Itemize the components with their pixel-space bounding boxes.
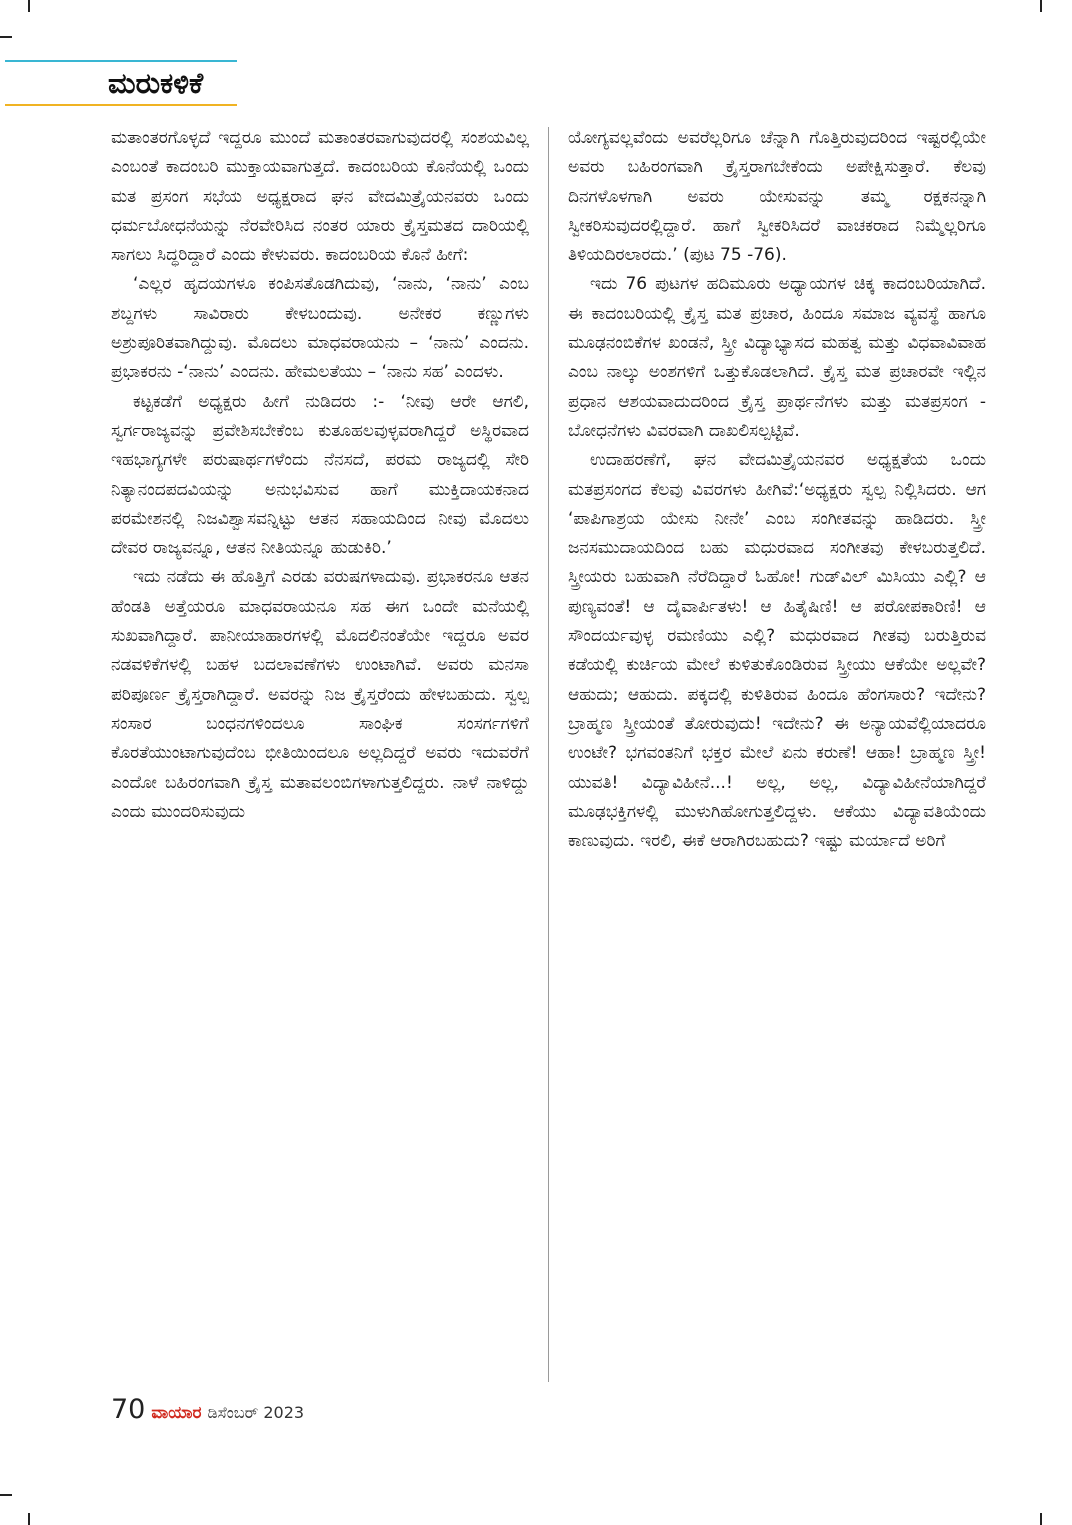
crop-mark	[1040, 1513, 1042, 1525]
crop-mark	[28, 0, 30, 12]
right-column	[568, 124, 986, 856]
paragraph: ಯೋಗ್ಯವಲ್ಲವೆಂದು ಅವರೆಲ್ಲರಿಗೂ ಚೆನ್ನಾಗಿ ಗೊತ್ತಿರುವುದರಿಂದ ಇಷ್ಟರಲ್ಲಿಯೇ ಅವರು ಬಹಿರಂಗವಾಗಿ ಕ್ರೈಸ್ತರಾಗಬೇಕೆಂದು ಅಪೇಕ್ಷಿಸುತ್ತಾರೆ. ಕೆಲವು ದಿನಗಳೊಳಗಾಗಿ ಅವರು ಯೇಸುವನ್ನು ತಮ್ಮ ರಕ್ಷಕನನ್ನಾಗಿ ಸ್ವೀಕರಿಸುವುದರಲ್ಲಿದ್ದಾರೆ. ಹಾಗೆ ಸ್ವೀಕರಿಸಿದರೆ ವಾಚಕರಾದ ನಿಮ್ಮೆಲ್ಲರಿಗೂ ತಿಳಿಯದಿರಲಾರದು.’ (ಪುಟ 75 -76).	[568, 128, 986, 266]
crop-mark	[0, 1494, 12, 1496]
header-rule-bottom	[5, 104, 237, 106]
paragraph: ಉದಾಹರಣೆಗೆ, ಘನ ವೇದಮಿತ್ರೈಯನವರ ಅಧ್ಯಕ್ಷತೆಯ ಒಂದು ಮತಪ್ರಸಂಗದ ಕೆಲವು ವಿವರಗಳು ಹೀಗಿವೆ:‘ಅಧ್ಯಕ್ಷರು ಸ್ವಲ್ಪ ನಿಲ್ಲಿಸಿದರು. ಆಗ ‘ಪಾಪಿಗಾಶ್ರಯ ಯೇಸು ನೀನೇ’ ಎಂಬ ಸಂಗೀತವನ್ನು ಹಾಡಿದರು. ಸ್ತ್ರೀ ಜನಸಮುದಾಯದಿಂದ ಬಹು ಮಧುರವಾದ ಸಂಗೀತವು ಕೇಳಬರುತ್ತಲಿದೆ. ಸ್ತ್ರೀಯರು ಬಹುವಾಗಿ ನೆರೆದಿದ್ದಾರೆ ಓಹೋ! ಗುಡ್‌ವಿಲ್ ಮಿಸಿಯು ಎಲ್ಲಿ? ಆ ಪುಣ್ಯವಂತೆ! ಆ ದೈವಾರ್ಪಿತಳು! ಆ ಹಿತೈಷಿಣಿ! ಆ ಪರೋಪಕಾರಿಣಿ! ಆ ಸೌಂದರ್ಯವುಳ್ಳ ರಮಣಿಯು ಎಲ್ಲಿ? ಮಧುರವಾದ ಗೀತವು ಬರುತ್ತಿರುವ ಕಡೆಯಲ್ಲಿ ಕುರ್ಚಿಯ ಮೇಲೆ ಕುಳಿತುಕೊಂಡಿರುವ ಸ್ತ್ರೀಯು ಆಕೆಯೇ ಅಲ್ಲವೇ? ಆಹುದು; ಆಹುದು. ಪಕ್ಕದಲ್ಲಿ ಕುಳಿತಿರುವ ಹಿಂದೂ ಹೆಂಗಸಾರು? ಇದೇನು? ಬ್ರಾಹ್ಮಣ ಸ್ತ್ರೀಯಂತೆ ತೋರುವುದು! ಇದೇನು? ಈ ಅನ್ಯಾಯವೆಲ್ಲಿಯಾದರೂ ಉಂಟೇ? ಭಗವಂತನಿಗೆ ಭಕ್ತರ ಮೇಲೆ ಏನು ಕರುಣೆ! ಆಹಾ! ಬ್ರಾಹ್ಮಣ ಸ್ತ್ರೀ! ಯುವತಿ! ವಿದ್ಯಾವಿಹೀನೆ...! ಅಲ್ಲ, ಅಲ್ಲ, ವಿದ್ಯಾವಿಹೀನೆಯಾಗಿದ್ದರೆ ಮೂಢಭಕ್ತಿಗಳಲ್ಲಿ ಮುಳುಗಿಹೋಗುತ್ತಲಿದ್ದಳು. ಆಕೆಯು ವಿದ್ಯಾವತಿಯೆಂದು ಕಾಣುವುದು. ಇರಲಿ, ಈಕೆ ಆರಾಗಿರಬಹುದು? ಇಷ್ಟು ಮರ್ಯಾದೆ ಅರಿಗೆ	[568, 450, 986, 852]
magazine-logo: ವಾಯಾರ	[151, 1403, 202, 1423]
issue-date: ಡಿಸೆಂಬರ್ 2023	[207, 1403, 305, 1422]
crop-mark	[1040, 0, 1042, 12]
paragraph: ‘ಎಲ್ಲರ ಹೃದಯಗಳೂ ಕಂಪಿಸತೊಡಗಿದುವು, ‘ನಾನು, ‘ನಾನು’ ಎಂಬ ಶಬ್ದಗಳು ಸಾವಿರಾರು ಕೇಳಬಂದುವು. ಅನೇಕರ ಕಣ್ಣುಗಳು ಅಶ್ರುಪೂರಿತವಾಗಿದ್ದುವು. ಮೊದಲು ಮಾಧವರಾಯನು – ‘ನಾನು’ ಎಂದನು. ಪ್ರಭಾಕರನು -‘ನಾನು’ ಎಂದನು. ಹೇಮಲತೆಯು – ‘ನಾನು ಸಹ’ ಎಂದಳು.	[111, 274, 529, 383]
section-title: ಮರುಕಳಿಕೆ	[108, 66, 204, 100]
crop-mark	[0, 36, 12, 38]
page-footer	[111, 1394, 304, 1430]
page-number: 70	[111, 1394, 146, 1425]
paragraph: ಇದು ನಡೆದು ಈ ಹೊತ್ತಿಗೆ ಎರಡು ವರುಷಗಳಾದುವು. ಪ್ರಭಾಕರನೂ ಆತನ ಹೆಂಡತಿ ಅತ್ತೆಯರೂ ಮಾಧವರಾಯನೂ ಸಹ ಈಗ ಒಂದೇ ಮನೆಯಲ್ಲಿ ಸುಖವಾಗಿದ್ದಾರೆ. ಪಾನೀಯಾಹಾರಗಳಲ್ಲಿ ಮೊದಲಿನಂತೆಯೇ ಇದ್ದರೂ ಅವರ ನಡವಳಿಕೆಗಳಲ್ಲಿ ಬಹಳ ಬದಲಾವಣೆಗಳು ಉಂಟಾಗಿವೆ. ಅವರು ಮನಸಾ ಪರಿಪೂರ್ಣ ಕ್ರೈಸ್ತರಾಗಿದ್ದಾರೆ. ಅವರನ್ನು ನಿಜ ಕ್ರೈಸ್ತರೆಂದು ಹೇಳಬಹುದು. ಸ್ವಲ್ಪ ಸಂಸಾರ ಬಂಧನಗಳಿಂದಲೂ ಸಾಂಘಿಕ ಸಂಸರ್ಗಗಳಿಗೆ ಕೊರತೆಯುಂಟಾಗುವುದೆಂಬ ಭೀತಿಯಿಂದಲೂ ಅಲ್ಲದಿದ್ದರೆ ಅವರು ಇದುವರೆಗೆ ಎಂದೋ ಬಹಿರಂಗವಾಗಿ ಕ್ರೈಸ್ತ ಮತಾವಲಂಬಿಗಳಾಗುತ್ತಲಿದ್ದರು. ನಾಳೆ ನಾಳಿದ್ದು ಎಂದು ಮುಂದರಿಸುವುದು	[111, 567, 529, 822]
paragraph: ಇದು 76 ಪುಟಗಳ ಹದಿಮೂರು ಅಧ್ಯಾಯಗಳ ಚಿಕ್ಕ ಕಾದಂಬರಿಯಾಗಿದೆ. ಈ ಕಾದಂಬರಿಯಲ್ಲಿ ಕ್ರೈಸ್ತ ಮತ ಪ್ರಚಾರ, ಹಿಂದೂ ಸಮಾಜ ವ್ಯವಸ್ಥೆ ಹಾಗೂ ಮೂಢನಂಬಿಕೆಗಳ ಖಂಡನೆ, ಸ್ತ್ರೀ ವಿದ್ಯಾಭ್ಯಾಸದ ಮಹತ್ವ ಮತ್ತು ವಿಧವಾವಿವಾಹ ಎಂಬ ನಾಲ್ಕು ಅಂಶಗಳಿಗೆ ಒತ್ತುಕೊಡಲಾಗಿದೆ. ಕ್ರೈಸ್ತ ಮತ ಪ್ರಚಾರವೇ ಇಲ್ಲಿನ ಪ್ರಧಾನ ಆಶಯವಾದುದರಿಂದ ಕ್ರೈಸ್ತ ಪ್ರಾರ್ಥನೆಗಳು ಮತ್ತು ಮತಪ್ರಸಂಗ - ಬೋಧನೆಗಳು ವಿವರವಾಗಿ ದಾಖಲಿಸಲ್ಪಟ್ಟಿವೆ.	[568, 274, 986, 441]
column-divider	[548, 127, 549, 1382]
paragraph: ಕಟ್ಟಕಡೆಗೆ ಅಧ್ಯಕ್ಷರು ಹೀಗೆ ನುಡಿದರು :- ‘ನೀವು ಆರೇ ಆಗಲಿ, ಸ್ವರ್ಗರಾಜ್ಯವನ್ನು ಪ್ರವೇಶಿಸಬೇಕೆಂಬ ಕುತೂಹಲವುಳ್ಳವರಾಗಿದ್ದರೆ ಅಸ್ಥಿರವಾದ ಇಹಭಾಗ್ಯಗಳೇ ಪರುಷಾರ್ಥಗಳೆಂದು ನೆನಸದೆ, ಪರಮ ರಾಜ್ಯದಲ್ಲಿ ಸೇರಿ ನಿತ್ಯಾನಂದಪದವಿಯನ್ನು ಅನುಭವಿಸುವ ಹಾಗೆ ಮುಕ್ತಿದಾಯಕನಾದ ಪರಮೇಶನಲ್ಲಿ ನಿಜವಿಶ್ವಾಸವನ್ನಿಟ್ಟು ಆತನ ಸಹಾಯದಿಂದ ನೀವು ಮೊದಲು ದೇವರ ರಾಜ್ಯವನ್ನೂ, ಆತನ ನೀತಿಯನ್ನೂ ಹುಡುಕಿರಿ.’	[111, 391, 529, 559]
header-rule-top	[5, 60, 237, 62]
left-column	[111, 124, 529, 827]
paragraph: ಮತಾಂತರಗೊಳ್ಳದೆ ಇದ್ದರೂ ಮುಂದೆ ಮತಾಂತರವಾಗುವುದರಲ್ಲಿ ಸಂಶಯವಿಲ್ಲ ಎಂಬಂತೆ ಕಾದಂಬರಿ ಮುಕ್ತಾಯವಾಗುತ್ತದೆ. ಕಾದಂಬರಿಯ ಕೊನೆಯಲ್ಲಿ ಒಂದು ಮತ ಪ್ರಸಂಗ ಸಭೆಯ ಅಧ್ಯಕ್ಷರಾದ ಘನ ವೇದಮಿತ್ರೈಯನವರು ಒಂದು ಧರ್ಮಬೋಧನೆಯನ್ನು ನೆರವೇರಿಸಿದ ನಂತರ ಯಾರು ಕ್ರೈಸ್ತಮತದ ದಾರಿಯಲ್ಲಿ ಸಾಗಲು ಸಿದ್ಧರಿದ್ದಾರೆ ಎಂದು ಕೇಳುವರು. ಕಾದಂಬರಿಯ ಕೊನೆ ಹೀಗೆ:	[111, 128, 529, 266]
crop-mark	[28, 1513, 30, 1525]
